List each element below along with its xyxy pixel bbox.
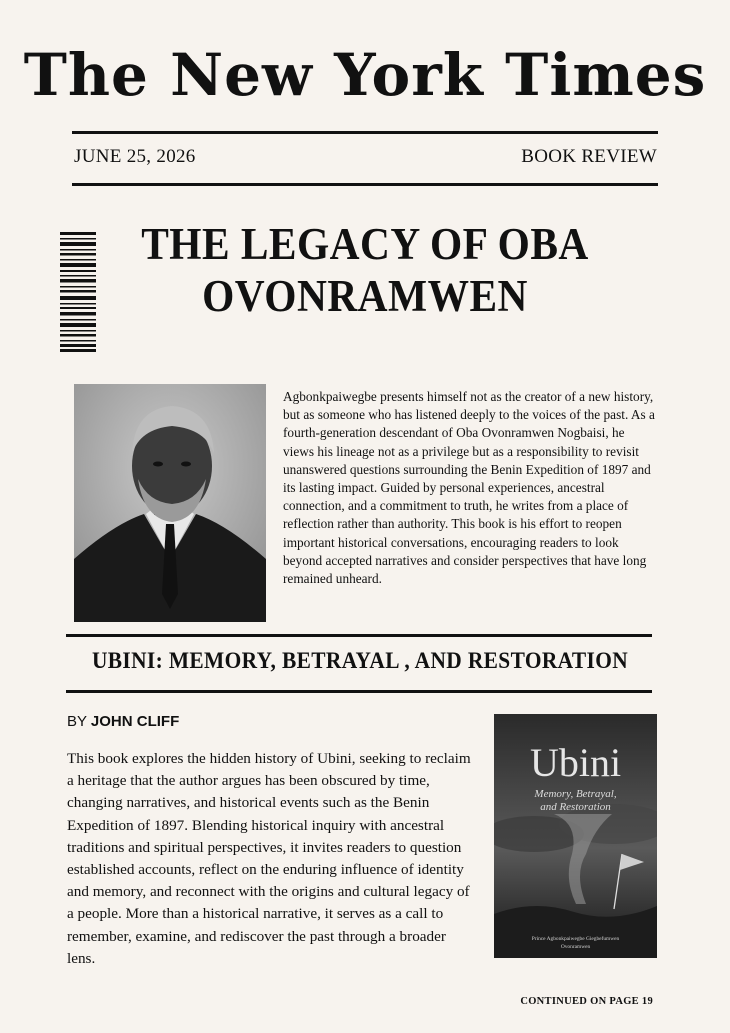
author-portrait-photo bbox=[74, 384, 266, 622]
masthead bbox=[23, 30, 707, 120]
cover-subtitle-line2: and Restoration bbox=[540, 801, 611, 813]
subhead-top-rule bbox=[66, 634, 652, 637]
subhead: UBINI: MEMORY, BETRAYAL , AND RESTORATION bbox=[91, 648, 629, 673]
headline: THE LEGACY OF OBA OVONRAMWEN bbox=[141, 219, 589, 321]
cover-title: Ubini bbox=[529, 740, 622, 785]
continued-notice[interactable]: CONTINUED ON PAGE 19 bbox=[520, 996, 653, 1007]
barcode-icon bbox=[60, 232, 96, 352]
byline-prefix: BY bbox=[67, 713, 87, 730]
cover-subtitle-line1: Memory, Betrayal, bbox=[534, 788, 617, 800]
header-bottom-rule bbox=[72, 183, 658, 186]
book-cover-image bbox=[494, 714, 657, 958]
byline-author: JOHN CLIFF bbox=[90, 713, 180, 730]
cover-author-line1: Prince Agbonkpaiwegbe Giegbefumwen bbox=[531, 936, 620, 942]
intro-paragraph: Agbonkpaiwegbe presents himself not as the creator of a new history, but as someone who has listened deeply to the voices of the past. As a fourth-generation descendant of Oba Ovonramwen Nogbaisi, he views his lineage not as a privilege but as a responsibility to revisit unanswered questions surrounding the Benin Expedition of 1897 and its lasting impact. Guided by personal experiences, ancestral connection, and a commitment to truth, he writes from a place of reflection rather than authority. This book is his effort to reopen important historical conversations, encouraging readers to look beyond accepted narratives and consider perspectives that have long remained unheard. bbox=[283, 389, 655, 587]
top-rule bbox=[72, 131, 658, 134]
review-paragraph: This book explores the hidden history of Ubini, seeking to reclaim a heritage that the author argues has been obscured by time, changing narratives, and historical events such as the Benin Expedition of 1897. Blending historical inquiry with ancestral traditions and spiritual perspectives, it invites readers to question established accounts, reflect on the enduring influence of identity and memory, and reconnect with the origins and cultural legacy of a people. More than a historical narrative, it serves as a call to remember, examine, and rediscover the past through a broader lens. bbox=[67, 750, 471, 967]
masthead-title: The New York Times bbox=[23, 41, 707, 109]
section-label: BOOK REVIEW bbox=[521, 146, 657, 167]
subhead-bottom-rule bbox=[66, 690, 652, 693]
byline bbox=[67, 713, 179, 730]
issue-date: JUNE 25, 2026 bbox=[74, 146, 196, 167]
cover-author-line2: Ovonramwen bbox=[560, 944, 591, 950]
